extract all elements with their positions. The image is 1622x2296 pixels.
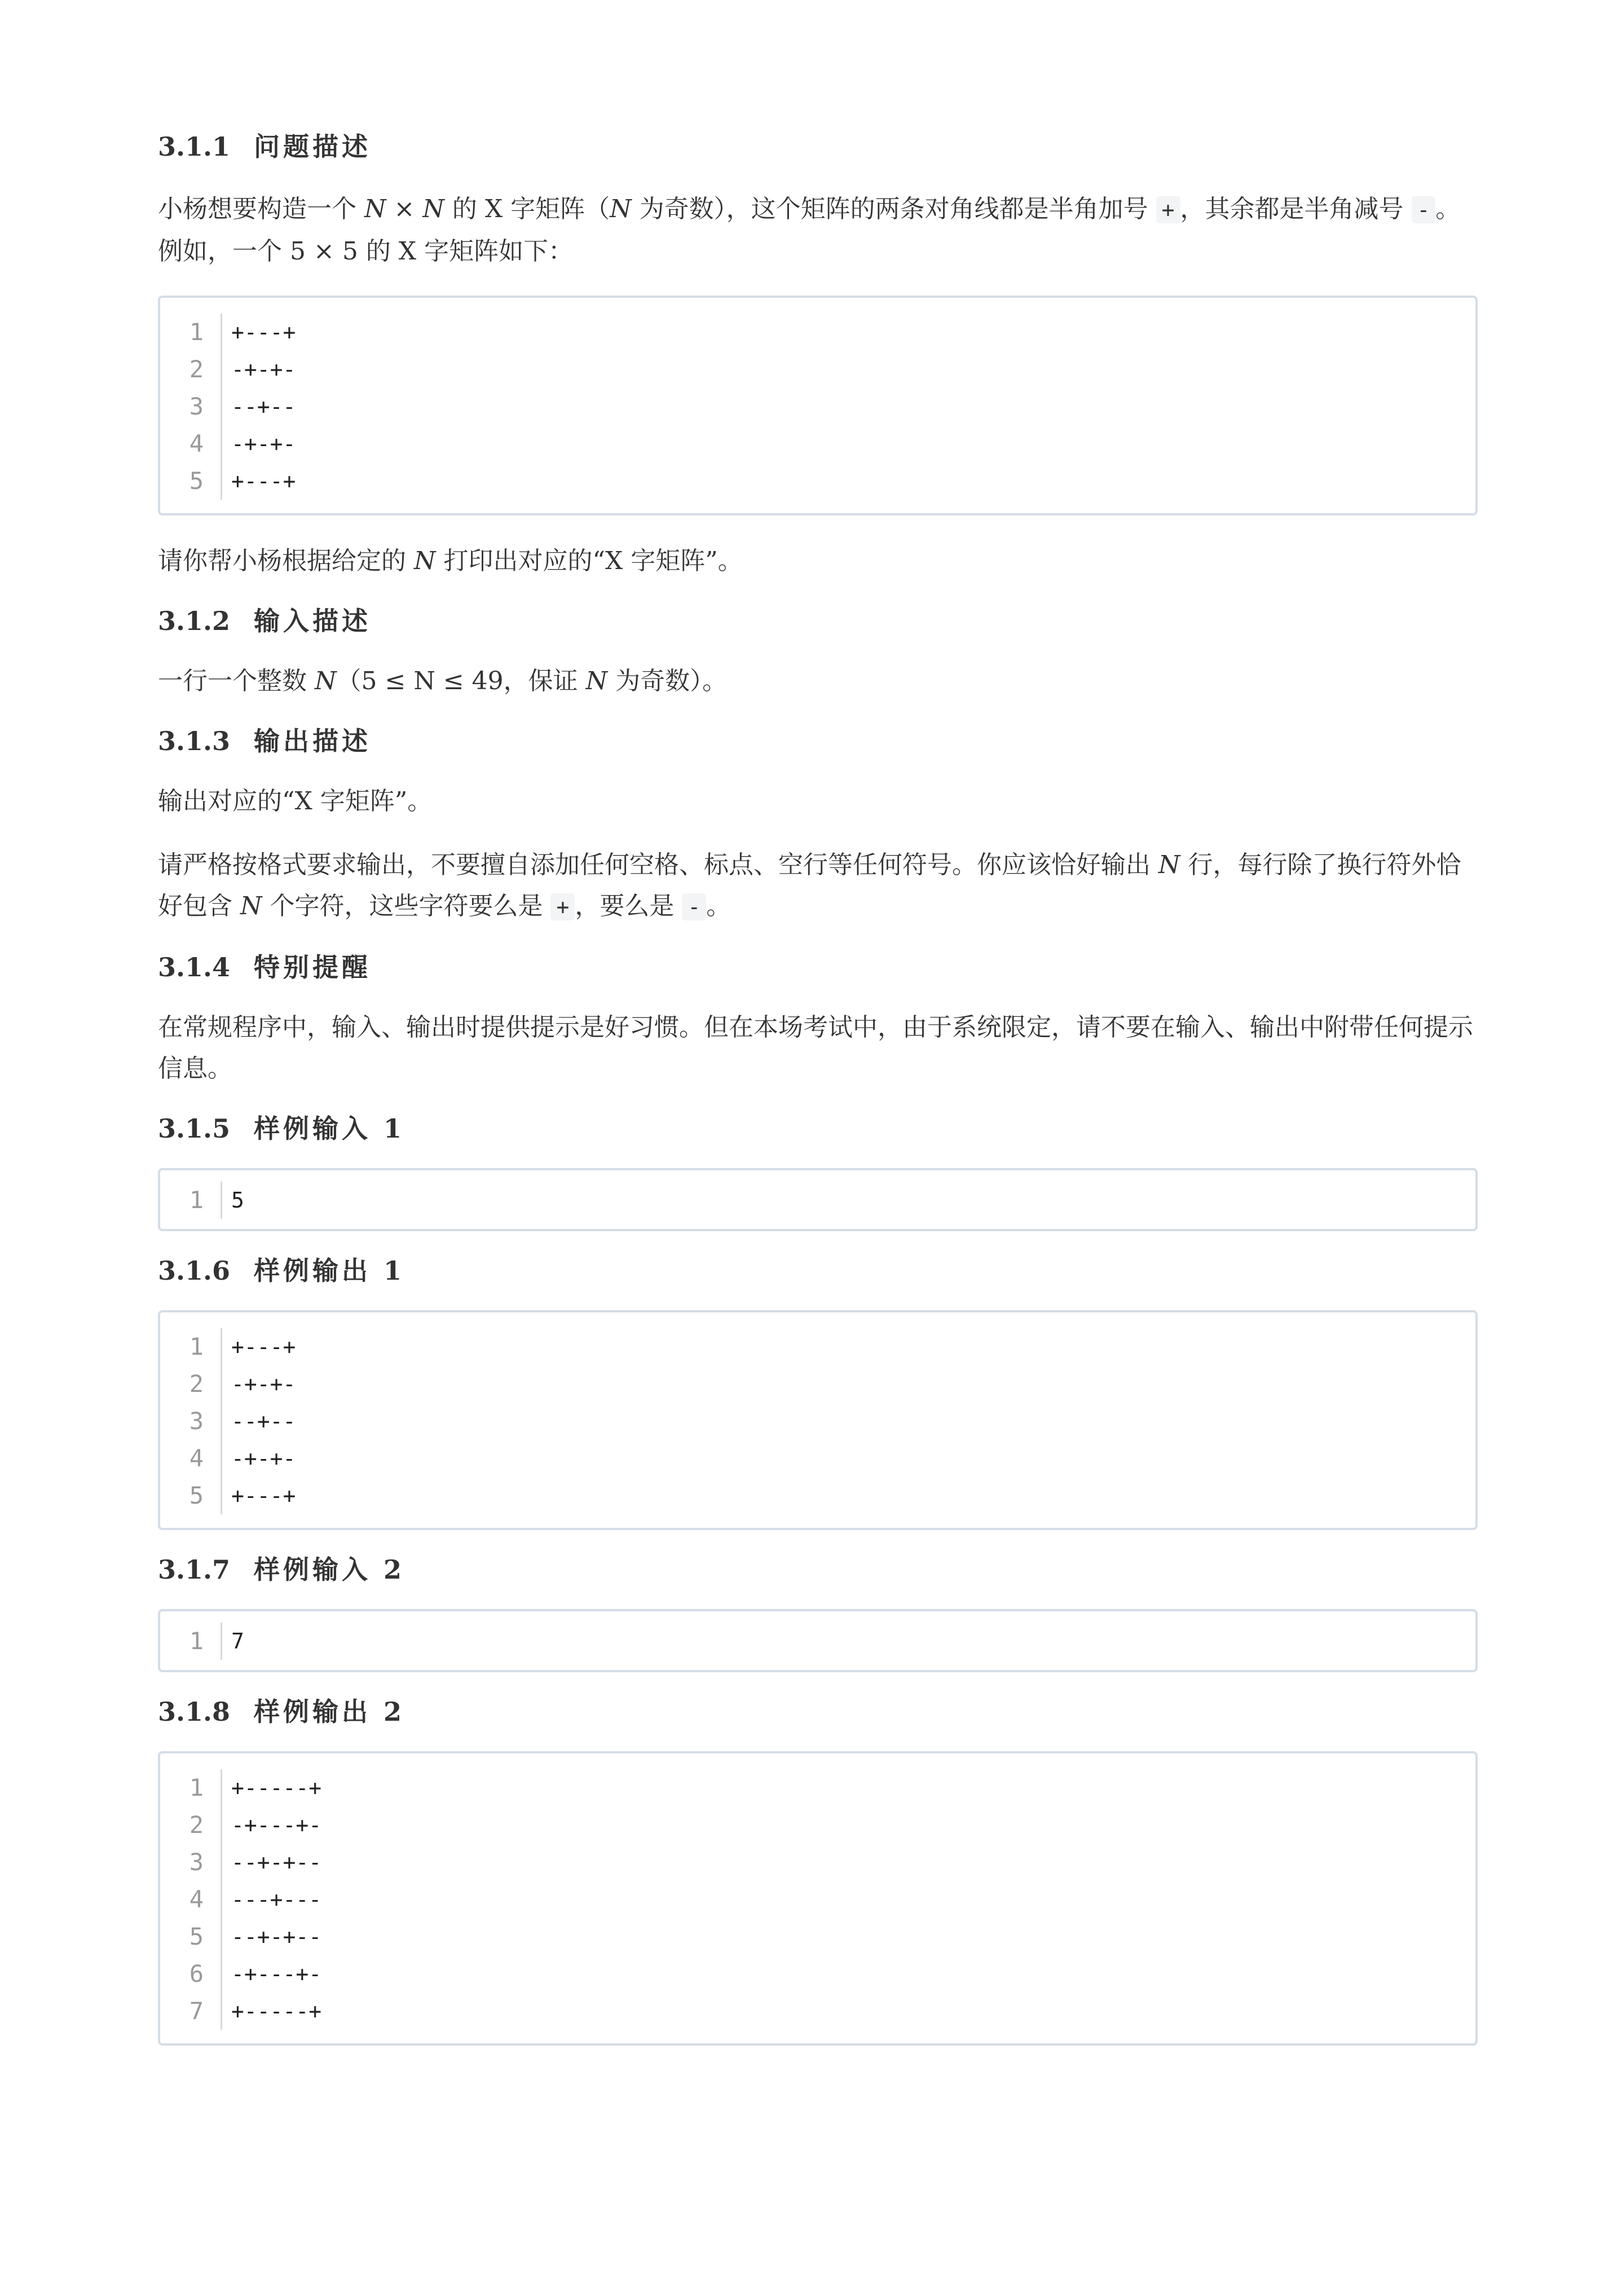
text-run: 个字符，这些字符要么是 <box>262 892 551 920</box>
line-number: 5 <box>160 1477 222 1514</box>
code-text: --+-+-- <box>231 1924 322 1949</box>
code-text: -+-+- <box>231 1446 296 1471</box>
code-line <box>160 1844 1475 1881</box>
math-expression: N <box>585 667 608 695</box>
section-number: 3.1.3 <box>158 726 231 756</box>
code-line <box>160 314 1475 351</box>
code-line <box>160 1881 1475 1918</box>
line-number: 2 <box>160 351 222 388</box>
section-title: 输入描述 <box>254 606 371 636</box>
line-number: 3 <box>160 1403 222 1440</box>
code-line <box>160 1918 1475 1955</box>
line-number: 1 <box>160 1328 222 1365</box>
section-special-note <box>158 950 1476 1089</box>
code-line <box>160 388 1475 425</box>
line-number: 3 <box>160 388 222 425</box>
line-number: 2 <box>160 1806 222 1844</box>
code-text: +-----+ <box>231 1999 322 2024</box>
code-line <box>160 1955 1475 1993</box>
math-expression: N <box>414 547 436 575</box>
math-expression: N <box>240 892 262 920</box>
section-sample-output-2 <box>158 1695 1476 2046</box>
text-run: 为奇数）。 <box>607 667 728 695</box>
line-number: 4 <box>160 1881 222 1918</box>
code-line <box>160 462 1475 500</box>
line-number: 6 <box>160 1955 222 1993</box>
code-text: -+-+- <box>231 357 296 382</box>
code-text: +---+ <box>231 1334 296 1359</box>
section-title: 输出描述 <box>254 726 371 756</box>
code-block <box>158 1168 1478 1231</box>
text-run: 。 <box>706 892 731 920</box>
inline-code: + <box>1156 196 1180 223</box>
text-run: 一行一个整数 <box>158 667 315 695</box>
code-line <box>160 1477 1475 1514</box>
math-expression: N <box>1158 850 1180 879</box>
section-input-description <box>158 604 1476 702</box>
code-text: -+-+- <box>231 431 296 456</box>
problem-paragraph <box>158 188 1476 272</box>
section-number: 3.1.6 <box>158 1255 231 1286</box>
code-line <box>160 1403 1475 1440</box>
section-title: 特别提醒 <box>254 952 371 982</box>
section-heading <box>158 130 1476 164</box>
code-block <box>158 1751 1478 2046</box>
code-text: -+-+- <box>231 1372 296 1396</box>
section-sample-input-1 <box>158 1112 1476 1231</box>
text-run: 请严格按格式要求输出，不要擅自添加任何空格、标点、空行等任何符号。你应该恰好输出 <box>158 850 1158 879</box>
code-text: ---+--- <box>231 1887 322 1912</box>
section-heading <box>158 1695 1476 1729</box>
code-text: +---+ <box>231 469 296 493</box>
section-problem-description <box>158 130 1476 581</box>
inline-code: - <box>1412 196 1436 223</box>
code-line <box>160 1993 1475 2030</box>
line-number: 1 <box>160 1623 222 1660</box>
section-number: 3.1.7 <box>158 1554 231 1585</box>
text-run: （ <box>336 667 362 695</box>
line-number: 7 <box>160 1993 222 2030</box>
line-number: 3 <box>160 1844 222 1881</box>
output-paragraph <box>158 844 1476 928</box>
section-title: 样例输出 1 <box>254 1255 406 1286</box>
code-text: +-----+ <box>231 1775 322 1800</box>
inline-code: + <box>550 893 575 920</box>
text-run: 请你帮小杨根据给定的 <box>158 547 414 575</box>
code-text: 5 <box>231 1188 244 1213</box>
code-line <box>160 1182 1475 1219</box>
text-run: 为奇数），这个矩阵的两条对角线都是半角加号 <box>631 195 1156 223</box>
section-title: 样例输入 2 <box>254 1554 406 1585</box>
math-expression: 5 ≤ N ≤ 49 <box>361 667 504 695</box>
text-run: 小杨想要构造一个 <box>158 195 364 223</box>
code-line <box>160 1440 1475 1477</box>
code-line <box>160 1769 1475 1806</box>
code-text: --+-- <box>231 394 296 419</box>
code-text: --+-+-- <box>231 1850 322 1875</box>
code-text: -+---+- <box>231 1962 322 1986</box>
code-text: 7 <box>231 1629 244 1654</box>
text-run: 的 X 字矩阵如下： <box>358 237 574 266</box>
section-title: 样例输入 1 <box>254 1113 406 1144</box>
math-expression: N × N <box>364 195 444 223</box>
code-line <box>160 1365 1475 1403</box>
line-number: 1 <box>160 1182 222 1219</box>
section-heading <box>158 1112 1476 1145</box>
text-run: 打印出对应的“X 字矩阵”。 <box>435 547 743 575</box>
code-block <box>158 1310 1478 1530</box>
section-number: 3.1.8 <box>158 1696 231 1727</box>
inline-code: - <box>682 893 706 920</box>
code-block <box>158 296 1478 515</box>
section-title: 问题描述 <box>254 131 371 162</box>
section-sample-output-1 <box>158 1254 1476 1530</box>
code-text: +---+ <box>231 1483 296 1508</box>
section-heading <box>158 604 1476 638</box>
section-number: 3.1.1 <box>158 131 231 162</box>
math-expression: N <box>315 667 337 695</box>
text-run: 。例如，一个 <box>158 195 1461 266</box>
code-block <box>158 1609 1478 1672</box>
line-number: 4 <box>160 1440 222 1477</box>
code-line <box>160 425 1475 462</box>
code-text: -+---+- <box>231 1813 322 1837</box>
code-text: +---+ <box>231 320 296 345</box>
section-heading <box>158 950 1476 984</box>
text-run: 行，每行除了换行符外恰好包含 <box>158 850 1461 920</box>
section-heading <box>158 1553 1476 1587</box>
text-run: ，其余都是半角减号 <box>1180 195 1412 223</box>
problem-paragraph <box>158 540 1476 581</box>
document-page <box>158 130 1476 2046</box>
code-line <box>160 351 1475 388</box>
math-expression: N <box>610 195 632 223</box>
line-number: 1 <box>160 314 222 351</box>
section-number: 3.1.4 <box>158 952 231 982</box>
line-number: 2 <box>160 1365 222 1403</box>
section-sample-input-2 <box>158 1553 1476 1672</box>
line-number: 5 <box>160 462 222 500</box>
code-line <box>160 1623 1475 1660</box>
code-line <box>160 1328 1475 1365</box>
text-run: ，保证 <box>503 667 586 695</box>
section-output-description <box>158 724 1476 928</box>
input-paragraph <box>158 660 1476 702</box>
section-number: 3.1.5 <box>158 1113 231 1144</box>
section-number: 3.1.2 <box>158 606 231 636</box>
line-number: 5 <box>160 1918 222 1955</box>
code-line <box>160 1806 1475 1844</box>
section-title: 样例输出 2 <box>254 1696 406 1727</box>
output-paragraph: 输出对应的“X 字矩阵”。 <box>158 787 433 816</box>
section-heading <box>158 724 1476 758</box>
code-text: --+-- <box>231 1409 296 1434</box>
text-run: ，要么是 <box>575 892 682 920</box>
note-paragraph: 在常规程序中，输入、输出时提供提示是好习惯。但在本场考试中，由于系统限定，请不要在输入、输出中附带任何提示信息。 <box>158 1013 1473 1083</box>
line-number: 4 <box>160 425 222 462</box>
math-expression: 5 × 5 <box>290 237 358 266</box>
section-heading <box>158 1254 1476 1288</box>
text-run: 的 X 字矩阵（ <box>444 195 610 223</box>
line-number: 1 <box>160 1769 222 1806</box>
